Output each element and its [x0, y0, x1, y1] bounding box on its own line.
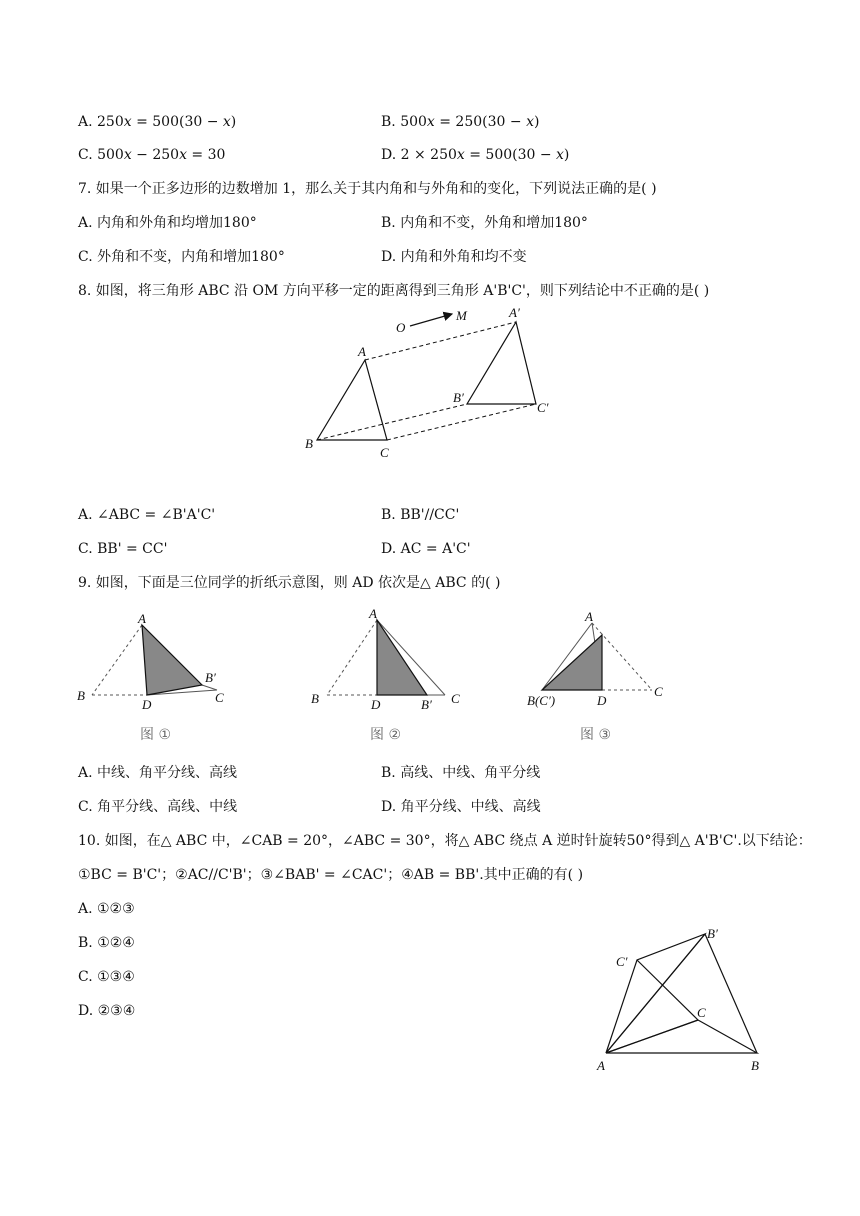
fig1-label-b-prime: B′ — [205, 670, 216, 685]
q8-option-a: A. ∠ABC = ∠B'A'C' — [78, 507, 216, 523]
triangle-abc-prime — [467, 322, 536, 404]
dashed-aa — [365, 322, 516, 360]
q10-option-a: A. ①②③ — [78, 901, 135, 917]
fig2-label-b: B — [311, 691, 319, 706]
fig2-label-d: D — [371, 697, 381, 712]
q9-option-a: A. 中线、角平分线、高线 — [78, 765, 238, 781]
triangle-abc — [317, 360, 387, 440]
fig3-caption: 图 ③ — [580, 727, 612, 743]
dashed-bb — [317, 404, 467, 440]
fig1-label-d: D — [142, 697, 152, 712]
q10-stem: 10. 如图，在△ ABC 中，∠CAB = 20°，∠ABC = 30°，将△ ABC 绕点 A 逆时针旋转50°得到△ A'B'C'.以下结论： — [78, 833, 812, 849]
q6-option-c: C. 500𝑥 − 250𝑥 = 30 — [78, 147, 226, 163]
q9-option-c: C. 角平分线、高线、中线 — [78, 799, 238, 815]
label-b: B — [305, 436, 313, 451]
q6-option-d: D. 2 × 250𝑥 = 500(30 − 𝑥) — [381, 147, 570, 163]
q10-rotation-figure — [590, 920, 780, 1085]
fig1-label-c: C — [215, 690, 224, 705]
q7-option-b: B. 内角和不变，外角和增加180° — [381, 215, 588, 231]
q8-option-b: B. BB'//CC' — [381, 507, 460, 523]
label-a: A — [358, 344, 366, 359]
fig2-caption: 图 ② — [370, 727, 402, 743]
q9-option-b: B. 高线、中线、角平分线 — [381, 765, 541, 781]
q7-option-c: C. 外角和不变，内角和增加180° — [78, 249, 285, 265]
q6-option-a: A. 250𝑥 = 500(30 − 𝑥) — [78, 114, 237, 130]
q8-stem: 8. 如图，将三角形 ABC 沿 OM 方向平移一定的距离得到三角形 A'B'C'，则下列结论中不正确的是( ) — [78, 283, 710, 299]
q7-stem: 7. 如果一个正多边形的边数增加 1，那么关于其内角和与外角和的变化，下列说法正确的是( ) — [78, 181, 657, 197]
q9-option-d: D. 角平分线、中线、高线 — [381, 799, 541, 815]
label-m: M — [456, 308, 467, 323]
fig3-label-a: A — [585, 609, 593, 624]
q8-option-d: D. AC = A'C' — [381, 541, 471, 557]
q9-figure-3 — [522, 605, 702, 750]
label-b-prime: B′ — [453, 390, 464, 405]
dashed-cc — [387, 404, 536, 440]
fig1-label-b: B — [77, 688, 85, 703]
label-a: A — [597, 1058, 605, 1073]
q9-figure-1 — [72, 605, 252, 750]
q10-option-d: D. ②③④ — [78, 1003, 136, 1019]
q8-translation-figure — [300, 300, 570, 465]
fig3-label-c: C — [654, 684, 663, 699]
fig2-label-b-prime: B′ — [421, 697, 432, 712]
q9-figure-2 — [305, 605, 485, 750]
fig2-label-a: A — [369, 606, 377, 621]
label-a-prime: A′ — [509, 305, 520, 320]
label-c: C — [697, 1005, 706, 1020]
fig3-label-b: B(C′) — [527, 693, 556, 708]
fold-shade-3 — [542, 635, 602, 690]
fig1-caption: 图 ① — [140, 727, 172, 743]
q7-option-d: D. 内角和外角和均不变 — [381, 249, 527, 265]
fold-shade-1 — [142, 625, 202, 695]
q9-stem: 9. 如图，下面是三位同学的折纸示意图，则 AD 依次是△ ABC 的( ) — [78, 575, 501, 591]
label-b: B — [751, 1058, 759, 1073]
om-arrow — [410, 314, 452, 326]
q10-stem-conclusions: ①BC = B'C'；②AC//C'B'；③∠BAB' = ∠CAC'；④AB = BB'.其中正确的有( ) — [78, 867, 584, 883]
q7-option-a: A. 内角和外角和均增加180° — [78, 215, 257, 231]
fig1-label-a: A — [138, 611, 146, 626]
label-b-prime: B′ — [707, 926, 718, 941]
q10-option-c: C. ①③④ — [78, 969, 135, 985]
q6-option-b: B. 500𝑥 = 250(30 − 𝑥) — [381, 114, 540, 130]
label-o: O — [396, 320, 406, 335]
q10-option-b: B. ①②④ — [78, 935, 135, 951]
label-c-prime: C′ — [537, 400, 549, 415]
fig3-label-d: D — [597, 693, 607, 708]
q8-option-c: C. BB' = CC' — [78, 541, 168, 557]
fold-shade-2 — [377, 620, 427, 695]
label-c: C — [380, 445, 389, 460]
fig2-label-c: C — [451, 691, 460, 706]
label-c-prime: C′ — [616, 954, 628, 969]
